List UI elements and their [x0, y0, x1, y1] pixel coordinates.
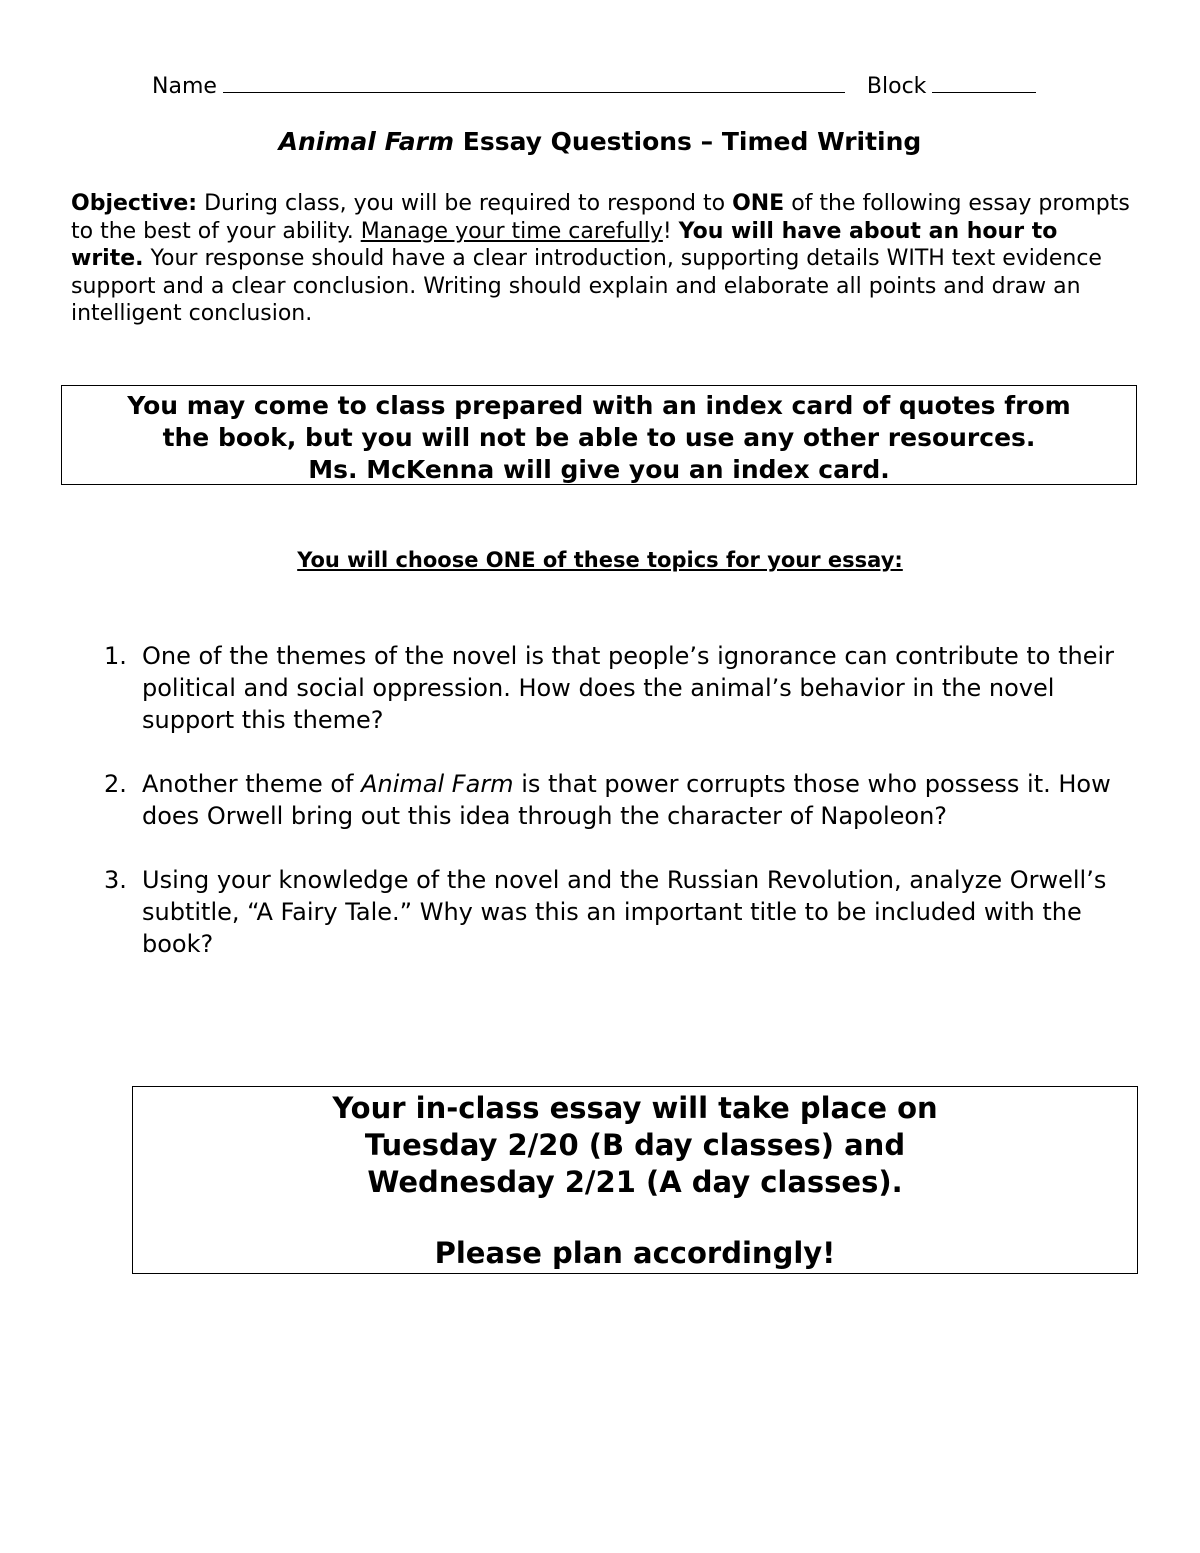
name-blank-line: [223, 70, 845, 93]
topic-item-1: [104, 640, 1144, 736]
date-line-2: Tuesday 2/20 (B day classes) and: [364, 1128, 906, 1162]
objective-hour-emphasis: You will have about an hour to write.: [71, 218, 1058, 271]
objective-one-emphasis: ONE: [732, 191, 785, 216]
topic-book-name: Animal Farm: [361, 770, 514, 798]
topic-number: 2.: [104, 770, 127, 798]
page-title: [0, 126, 1200, 158]
date-line-1: Your in-class essay will take place on: [332, 1091, 938, 1125]
topic-list: [104, 640, 1144, 992]
name-label: Name: [152, 74, 217, 99]
topic-item-3: [104, 864, 1144, 960]
plan-accordingly-line: Please plan accordingly!: [434, 1236, 836, 1270]
topic-number: 3.: [104, 866, 127, 894]
objective-paragraph: [71, 190, 1133, 328]
title-book-name: Animal Farm: [278, 127, 455, 156]
topic-number: 1.: [104, 642, 127, 670]
date-line-3: Wednesday 2/21 (A day classes).: [367, 1165, 903, 1199]
notice-line-3: Ms. McKenna will give you an index card.: [308, 455, 890, 484]
spacer: [133, 1201, 1137, 1235]
header-fields: [152, 70, 1052, 102]
topic-text: Using your knowledge of the novel and the Russian Revolution, analyze Orwell’s subtitle, “A Fairy Tale.” Why was this an important title to be included with the book?: [142, 866, 1107, 958]
block-label: Block: [866, 74, 927, 99]
index-card-notice-box: [61, 385, 1137, 485]
objective-text-4: Your response should have a clear introduction, supporting details WITH text evidence support and a clear conclusion. Writing should explain and elaborate all points and draw an intelligent conclusion.: [71, 246, 1102, 326]
topic-item-2: [104, 768, 1144, 832]
objective-manage-time: Manage your time carefully: [360, 218, 663, 244]
block-blank-line: [932, 70, 1036, 93]
notice-line-2: the book, but you will not be able to use any other resources.: [162, 423, 1036, 452]
objective-label: Objective:: [71, 191, 198, 216]
topic-text-post: is that power corrupts those who possess it. How does Orwell bring out this idea through the character of Napoleon?: [142, 770, 1111, 830]
notice-line-1: You may come to class prepared with an index card of quotes from: [127, 391, 1071, 420]
title-rest: Essay Questions – Timed Writing: [454, 127, 922, 156]
choose-topic-heading: You will choose ONE of these topics for your essay:: [297, 548, 903, 572]
objective-text-2: of the following essay prompts to the best of your ability.: [71, 191, 1130, 244]
objective-text-1: During class, you will be required to respond to: [197, 191, 733, 216]
topic-text-pre: Another theme of: [142, 770, 362, 798]
objective-text-3: !: [662, 218, 679, 244]
essay-date-box: [132, 1086, 1138, 1274]
topic-text: One of the themes of the novel is that people’s ignorance can contribute to their political and social oppression. How does the animal’s behavior in the novel support this theme?: [142, 642, 1114, 734]
